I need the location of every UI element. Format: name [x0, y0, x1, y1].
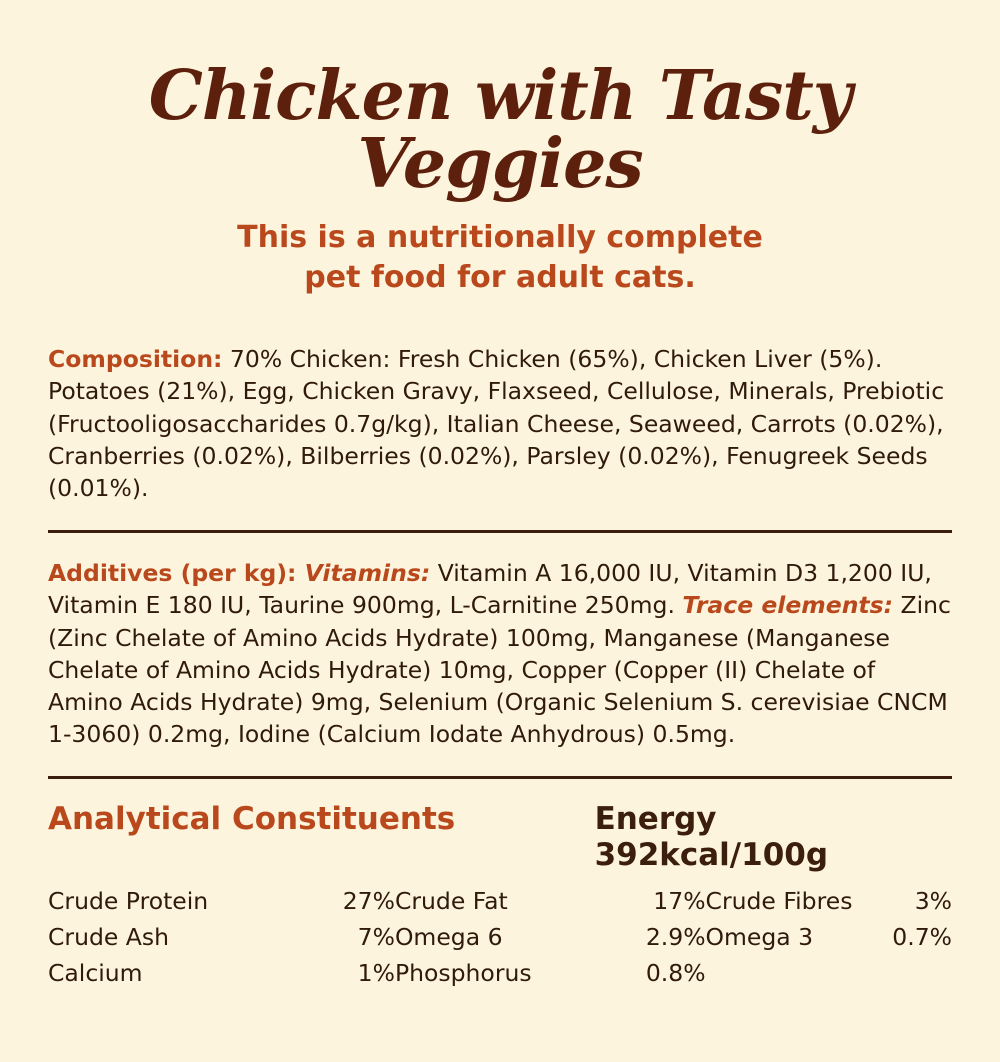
constituent-value: 2.9% — [645, 923, 706, 952]
divider-2 — [48, 776, 952, 779]
constituent-value: 27% — [342, 887, 395, 916]
vitamins-label: Vitamins: — [296, 559, 431, 588]
constituents-table — [48, 883, 952, 991]
additives-label: Additives (per kg): — [48, 559, 297, 588]
constituent-label — [706, 955, 893, 991]
table-row — [48, 883, 952, 919]
subtitle — [48, 218, 952, 297]
constituent-label: Crude Ash — [48, 923, 170, 952]
constituent-label: Calcium — [48, 959, 143, 988]
constituent-label: Crude Fat — [394, 887, 508, 916]
composition-text: 70% Chicken: Fresh Chicken (65%), Chicken Liver (5%). Potatoes (21%), Egg, Chicken Gravy, Flaxseed, Cellulose, Minerals, Prebiotic (Fructooligosaccharides 0.7g/kg), Italian Cheese, Seaweed, Carrots (0.02%), Cranberries (0.02%), Bilberries (0.02%), Parsley (0.02%), Fenugreek Seeds (0.01%). — [48, 345, 945, 502]
subtitle-line-1: This is a nutritionally complete — [237, 220, 763, 255]
constituent-value: 0.7% — [892, 923, 952, 952]
table-row — [48, 955, 952, 991]
analytical-constituents-section — [48, 801, 952, 991]
constituent-label: Omega 6 — [394, 923, 503, 952]
constituent-label: Phosphorus — [394, 959, 532, 988]
table-row — [48, 919, 952, 955]
constituent-value: 0.8% — [645, 959, 706, 988]
constituent-value: 1% — [357, 959, 395, 988]
analytical-header-row — [48, 801, 952, 873]
composition-label: Composition: — [48, 345, 223, 374]
constituent-value: 7% — [357, 923, 395, 952]
divider-1 — [48, 530, 952, 533]
constituent-label: Crude Fibres — [705, 887, 853, 916]
analytical-heading: Analytical Constituents — [48, 801, 456, 838]
constituent-label: Omega 3 — [705, 923, 814, 952]
additives-block — [48, 557, 952, 750]
label-page — [0, 56, 1000, 1062]
trace-elements-label: Trace elements: — [682, 591, 894, 620]
constituent-label: Crude Protein — [48, 887, 209, 916]
subtitle-line-2: pet food for adult cats. — [304, 259, 696, 295]
constituent-value: 3% — [914, 887, 952, 916]
trace-elements-text: Zinc (Zinc Chelate of Amino Acids Hydrate) 100mg, Manganese (Manganese Chelate of Amino Acids Hydrate) 10mg, Copper (Copper (II) Chelate of Amino Acids Hydrate) 9mg, Selenium (Organic Selenium S. cerevisiae CNCM 1-3060) 0.2mg, Iodine (Calcium Iodate Anhydrous) 0.5mg. — [48, 591, 951, 749]
constituent-value: 17% — [653, 887, 706, 916]
composition-block — [48, 343, 952, 504]
vitamins-text: Vitamin A 16,000 IU, Vitamin D3 1,200 IU, Vitamin E 180 IU, Taurine 900mg, L-Carnitine 250mg. — [48, 559, 932, 620]
energy-value: Energy 392kcal/100g — [594, 801, 829, 874]
page-title: Chicken with Tasty Veggies — [148, 56, 852, 204]
constituent-value — [892, 955, 952, 991]
